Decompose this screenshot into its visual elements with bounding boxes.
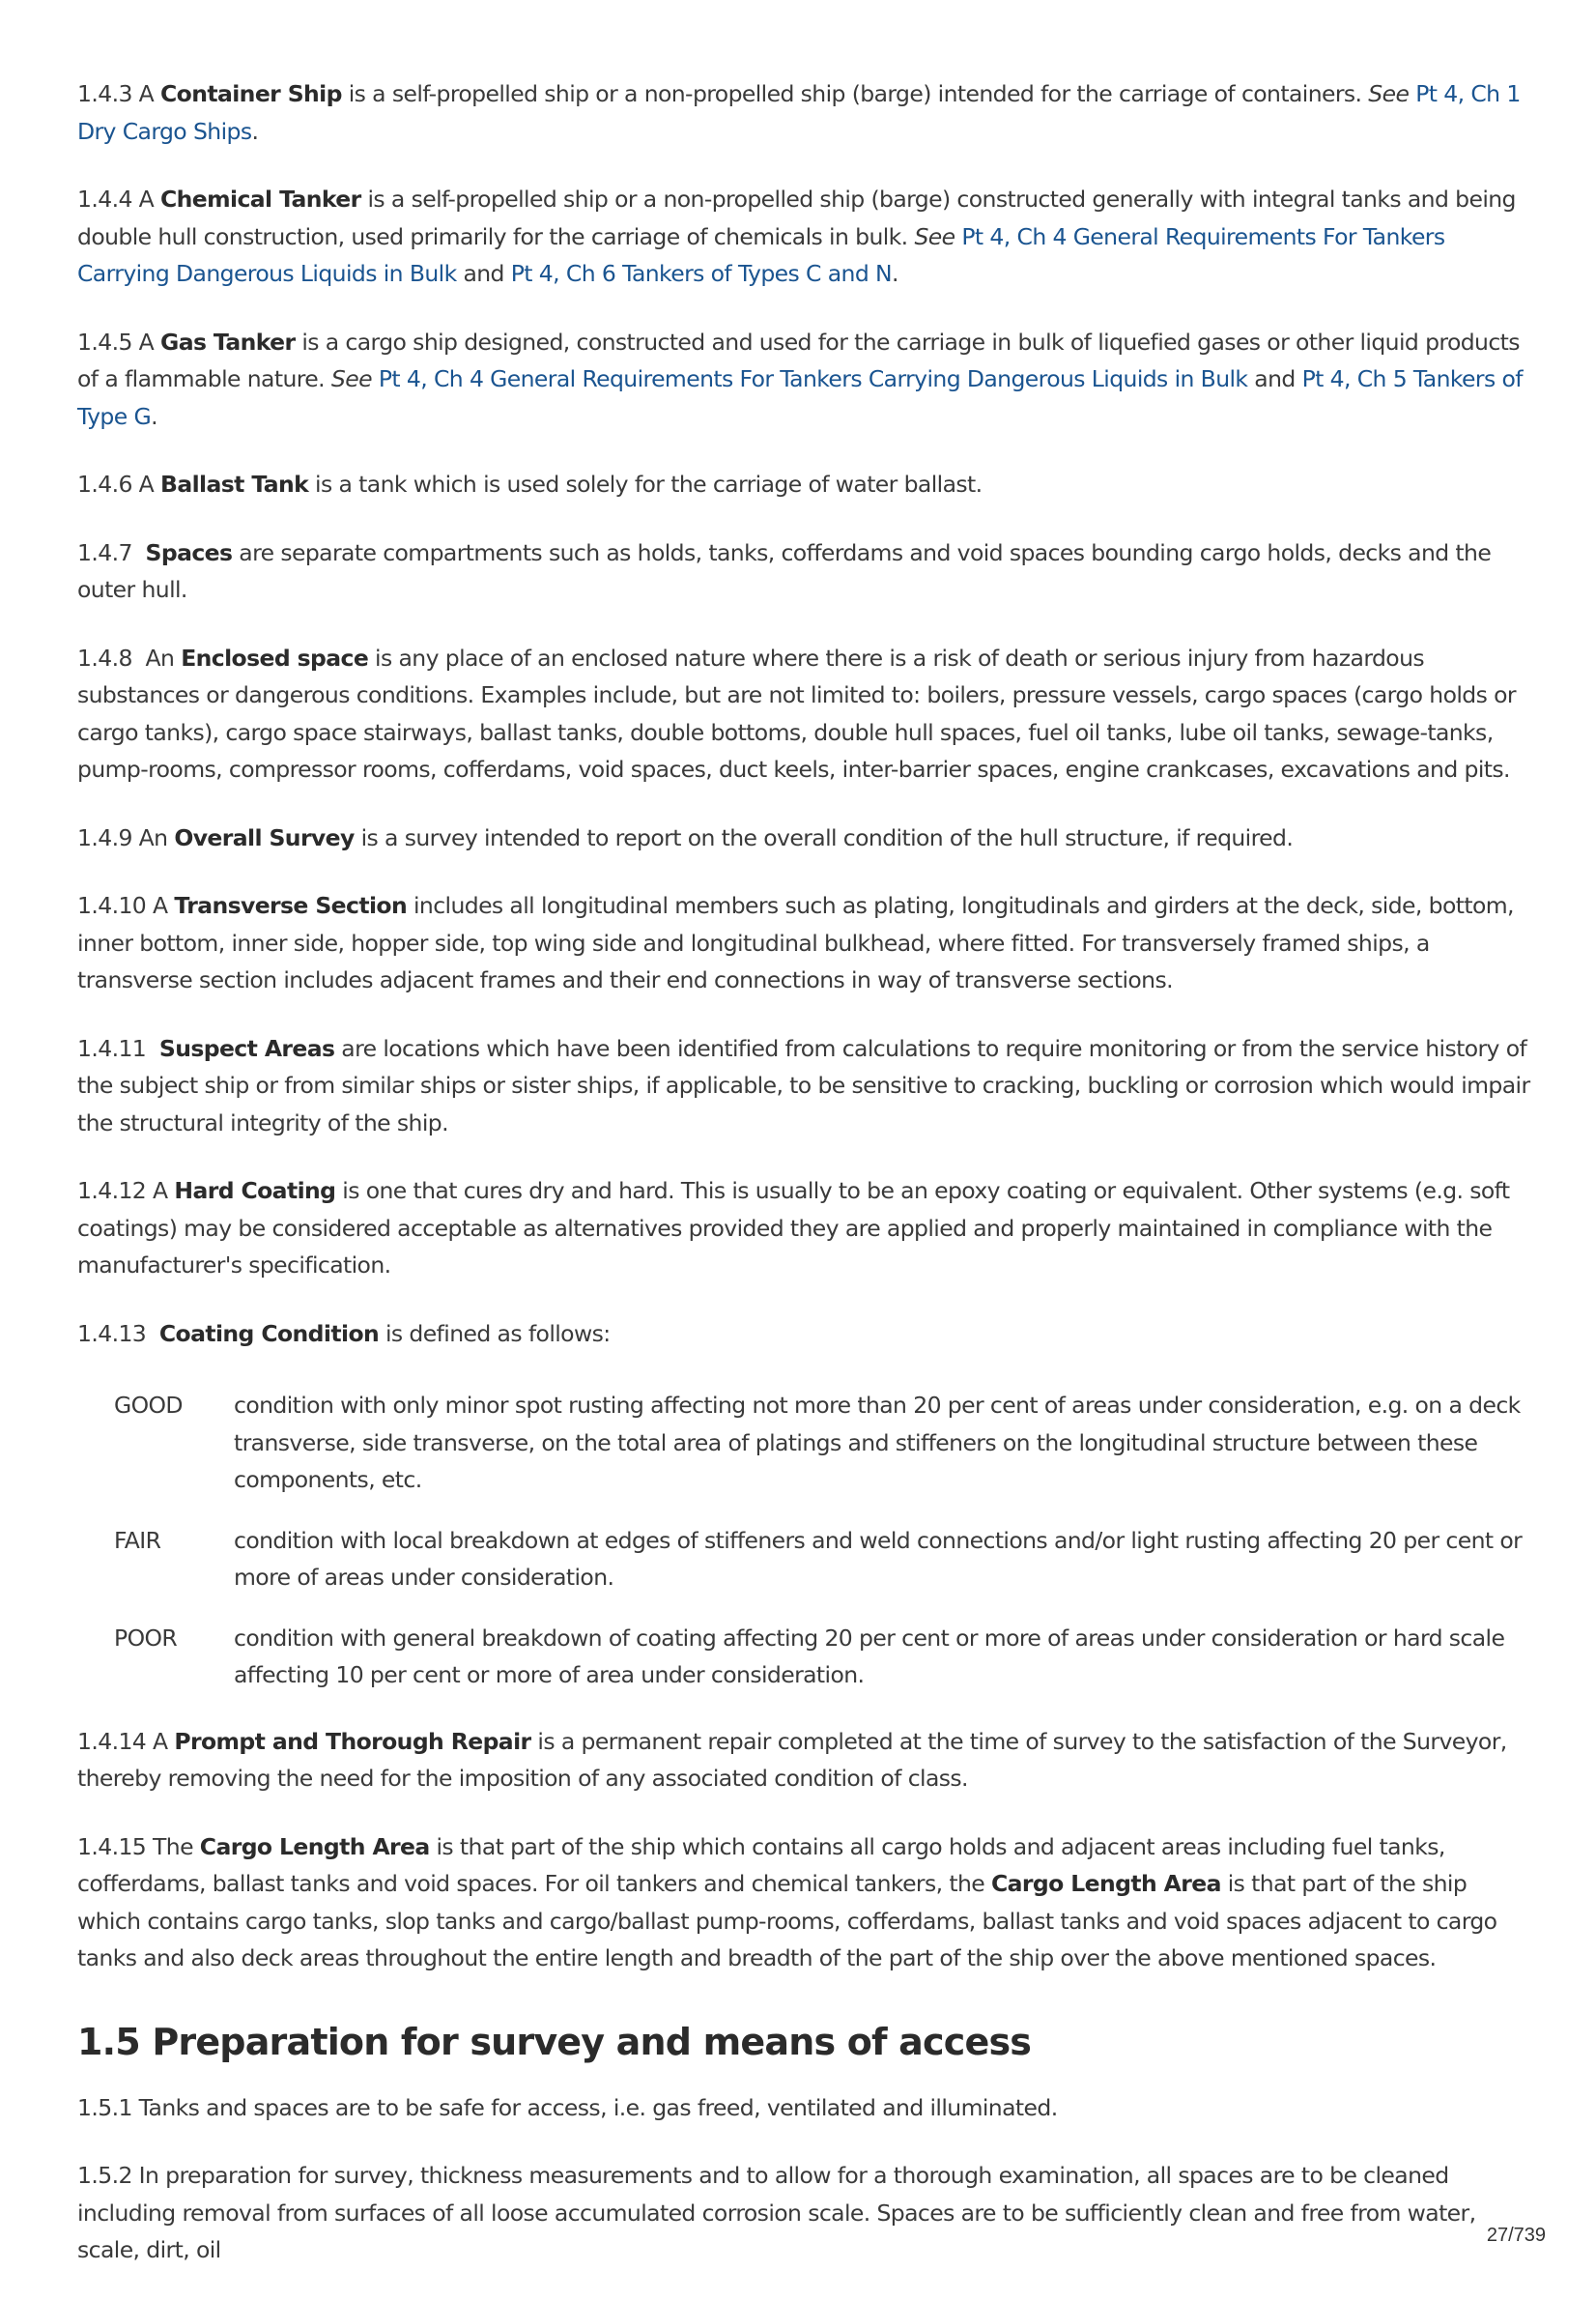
para-1-4-3: 1.4.3 A Container Ship is a self-propelled ship or a non-propelled ship (barge) intended for the carriage of containers. See Pt 4, Ch 1 Dry Cargo Ships. [77,80,1521,145]
def-text-good: condition with only minor spot rusting affecting not more than 20 per cent of areas under consideration, e.g. on a deck transverse, side transverse, on the total area of platings and stiffeners on the longitudinal structure between these components, etc. [234,1392,1521,1493]
term-transverse-section: Transverse Section [174,892,408,919]
para-1-4-13: 1.4.13 Coating Condition is defined as follows: [77,1319,611,1347]
link-pt4-ch5[interactable]: Pt 4, Ch 5 Tankers of Type G [77,365,1523,430]
para-1-5-1: 1.5.1 Tanks and spaces are to be safe for access, i.e. gas freed, ventilated and illuminated. [77,2093,1058,2121]
term-ballast-tank: Ballast Tank [160,471,309,498]
term-hard-coating: Hard Coating [174,1177,336,1204]
list-item [77,1387,1534,1499]
para-1-4-4: 1.4.4 A Chemical Tanker is a self-propelled ship or a non-propelled ship (barge) constructed generally with integral tanks and being double hull construction, used primarily for the carriage of chemicals in bulk. See Pt 4, Ch 4 General Requirements For Tankers Carrying Dangerous Liquids in Bulk and Pt 4, Ch 6 Tankers of Types C and N. [77,186,1516,287]
para-1-4-6: 1.4.6 A Ballast Tank is a tank which is used solely for the carriage of water ballast. [77,471,983,498]
def-term-good: GOOD [114,1392,183,1419]
para-1-4-5: 1.4.5 A Gas Tanker is a cargo ship designed, constructed and used for the carriage in bulk of liquefied gases or other liquid products of a flammable nature. See Pt 4, Ch 4 General Requirements For Tankers Carrying Dangerous Liquids in Bulk and Pt 4, Ch 5 Tankers of Type G. [77,328,1523,430]
para-1-4-14: 1.4.14 A Prompt and Thorough Repair is a permanent repair completed at the time of survey to the satisfaction of the Surveyor, thereby removing the need for the imposition of any associated condition of class. [77,1727,1507,1792]
def-text-fair: condition with local breakdown at edges of stiffeners and weld connections and/or light rusting affecting 20 per cent or more of areas under consideration. [234,1526,1523,1591]
document-body [77,75,1534,2300]
para-1-4-8: 1.4.8 An Enclosed space is any place of an enclosed nature where there is a risk of death or serious injury from hazardous substances or dangerous conditions. Examples include, but are not limited to: boilers, pressure vessels, cargo spaces (cargo holds or cargo tanks), cargo space stairways, ballast tanks, double bottoms, double hull spaces, fuel oil tanks, lube oil tanks, sewage-tanks, pump-rooms, compressor rooms, cofferdams, void spaces, duct keels, inter-barrier spaces, engine crankcases, excavations and pits. [77,644,1516,783]
link-pt4-ch6[interactable]: Pt 4, Ch 6 Tankers of Types C and N [510,260,892,287]
list-item [77,1522,1534,1596]
para-1-4-7: 1.4.7 Spaces are separate compartments such as holds, tanks, cofferdams and void spaces bounding cargo holds, decks and the outer hull. [77,538,1492,603]
link-pt4-ch4-b[interactable]: Pt 4, Ch 4 General Requirements For Tankers Carrying Dangerous Liquids in Bulk [378,365,1248,392]
term-cargo-length-area: Cargo Length Area [199,1832,430,1860]
term-suspect-areas: Suspect Areas [158,1034,335,1062]
term-chemical-tanker: Chemical Tanker [160,186,361,213]
para-1-4-11: 1.4.11 Suspect Areas are locations which have been identified from calculations to require monitoring or from the service history of the subject ship or from similar ships or sister ships, if applicable, to be sensitive to cracking, buckling or corrosion which would impair the structural integrity of the ship. [77,1034,1530,1136]
link-pt4-ch1[interactable]: Pt 4, Ch 1 Dry Cargo Ships [77,80,1521,145]
term-container-ship: Container Ship [160,80,342,107]
term-prompt-repair: Prompt and Thorough Repair [174,1727,531,1755]
def-term-fair: FAIR [114,1526,161,1554]
term-enclosed-space: Enclosed space [181,644,369,672]
para-1-4-15: 1.4.15 The Cargo Length Area is that part of the ship which contains all cargo holds and adjacent areas including fuel tanks, cofferdams, ballast tanks and void spaces. For oil tankers and chemical tankers, the Cargo Length Area is that part of the ship which contains cargo tanks, slop tanks and cargo/ballast pump-rooms, cofferdams, ballast tanks and void spaces adjacent to cargo tanks and also deck areas throughout the entire length and breadth of the part of the ship over the above mentioned spaces. [77,1832,1497,1971]
def-term-poor: POOR [114,1624,178,1652]
term-spaces: Spaces [145,538,233,566]
para-1-4-10: 1.4.10 A Transverse Section includes all longitudinal members such as plating, longitudinals and girders at the deck, side, bottom, inner bottom, inner side, hopper side, top wing side and longitudinal bulkhead, where fitted. For transversely framed ships, a transverse section includes adjacent frames and their end connections in way of transverse sections. [77,892,1514,993]
def-text-poor: condition with general breakdown of coating affecting 20 per cent or more of areas under consideration or hard scale affecting 10 per cent or more of area under consideration. [234,1624,1505,1688]
page-number: 27/739 [1486,2225,1546,2246]
term-gas-tanker: Gas Tanker [160,328,296,356]
term-cargo-length-area-2: Cargo Length Area [991,1870,1221,1897]
link-pt4-ch4[interactable]: Pt 4, Ch 4 General Requirements For Tankers Carrying Dangerous Liquids in Bulk [77,222,1445,287]
term-overall-survey: Overall Survey [174,823,355,851]
para-1-5-2: 1.5.2 In preparation for survey, thickness measurements and to allow for a thorough examination, all spaces are to be cleaned including removal from surfaces of all loose accumulated corrosion scale. Spaces are to be sufficiently clean and free from water, scale, dirt, oil [77,2162,1476,2263]
section-heading-1-5: 1.5 Preparation for survey and means of access [77,2020,1032,2063]
para-1-4-9: 1.4.9 An Overall Survey is a survey intended to report on the overall condition of the hull structure, if required. [77,823,1294,851]
para-1-4-12: 1.4.12 A Hard Coating is one that cures dry and hard. This is usually to be an epoxy coating or equivalent. Other systems (e.g. soft coatings) may be considered acceptable as alternatives provided they are applied and properly maintained in compliance with the manufacturer's specification. [77,1177,1510,1279]
term-coating-condition: Coating Condition [158,1319,380,1347]
list-item [77,1620,1534,1694]
coating-condition-list [77,1387,1534,1694]
